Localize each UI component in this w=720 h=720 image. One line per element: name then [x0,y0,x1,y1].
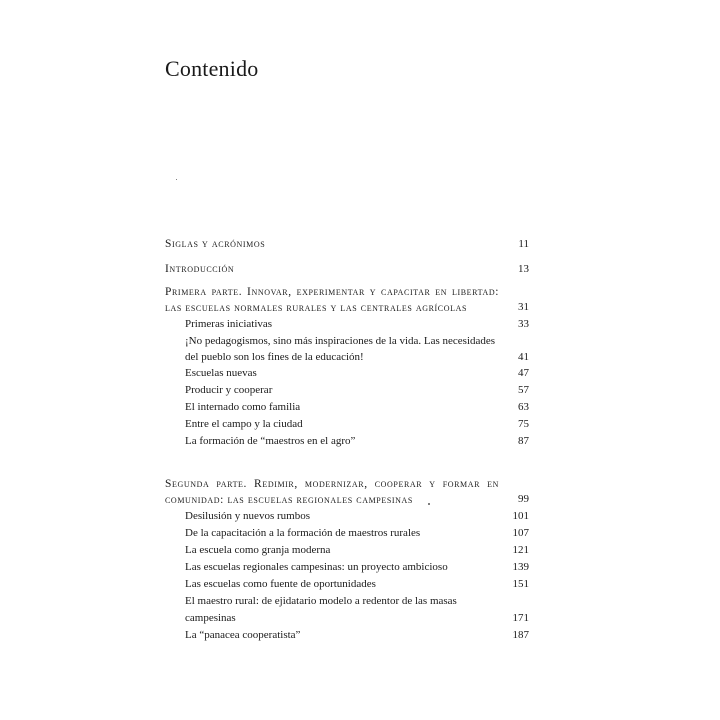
toc-item [165,333,529,365]
toc-item-page: 63 [518,401,529,413]
toc-item-title: Entre el campo y la ciudad [185,418,303,430]
toc-item-title: La escuela como granja moderna [185,544,331,556]
toc-item-page: 57 [518,384,529,396]
toc-entry-title: Introducción [165,263,235,275]
toc-item [165,627,529,644]
toc-item-page: 121 [512,544,529,556]
toc-entry-siglas [165,236,529,253]
toc-item [165,365,529,382]
toc-item-page: 107 [512,527,529,539]
toc-part-title: Primera parte. Innovar, experimentar y capacitar en libertad: las escuelas normales rurales y las centrales agrícolas [165,286,499,314]
toc-part-heading-1 [165,284,529,316]
toc-item-title: ¡No pedagogismos, sino más inspiraciones de la vida. Las necesidades del pueblo son los fines de la educación! [185,335,496,363]
toc-item-title: El maestro rural: de ejidatario modelo a redentor de las masas campesinas [185,595,457,624]
toc-item-page: 171 [512,612,529,624]
toc-item [165,576,529,593]
toc-item-title: Las escuelas como fuente de oportunidades [185,578,376,590]
toc-item-page: 151 [512,578,529,590]
scan-speck [428,503,430,505]
toc-item-title: Primeras iniciativas [185,318,273,330]
toc-item-title: Desilusión y nuevos rumbos [185,510,310,522]
toc-item-page: 87 [518,435,529,447]
toc-item-title: El internado como familia [185,401,301,413]
toc-item-title: Las escuelas regionales campesinas: un proyecto ambicioso [185,561,448,573]
toc-item [165,525,529,542]
toc-entry-page: 11 [518,238,529,250]
toc-item-title: Escuelas nuevas [185,367,257,379]
toc-item-title: Producir y cooperar [185,384,273,396]
toc-part-heading-2 [165,476,529,508]
toc-item [165,433,529,450]
toc-item [165,416,529,433]
toc-item [165,542,529,559]
toc-item-title: La “panacea cooperatista” [185,629,301,641]
toc-item [165,382,529,399]
toc-item-page: 47 [518,367,529,379]
toc-item [165,316,529,333]
toc-entry-introduccion [165,261,529,278]
toc-item-page: 101 [512,510,529,522]
toc-part-title: Segunda parte. Redimir, modernizar, cooperar y formar en comunidad: las escuelas regionales campesinas [165,478,499,506]
toc-item-page: 187 [512,629,529,641]
toc-item-title: La formación de “maestros en el agro” [185,435,356,447]
toc-entry-title: Siglas y acrónimos [165,238,266,250]
toc-item-page: 75 [518,418,529,430]
toc-item [165,508,529,525]
toc-item-page: 139 [512,561,529,573]
toc-item-title: De la capacitación a la formación de maestros rurales [185,527,421,539]
scan-speck [176,179,177,180]
page-title: Contenido [165,56,259,81]
table-of-contents [165,236,529,644]
toc-entry-page: 13 [518,263,529,275]
toc-item-page: 33 [518,318,529,330]
toc-part-page: 31 [518,301,529,313]
toc-item [165,593,529,627]
toc-part-page: 99 [518,493,529,505]
toc-item-page: 41 [518,351,529,363]
toc-item [165,559,529,576]
toc-item [165,399,529,416]
